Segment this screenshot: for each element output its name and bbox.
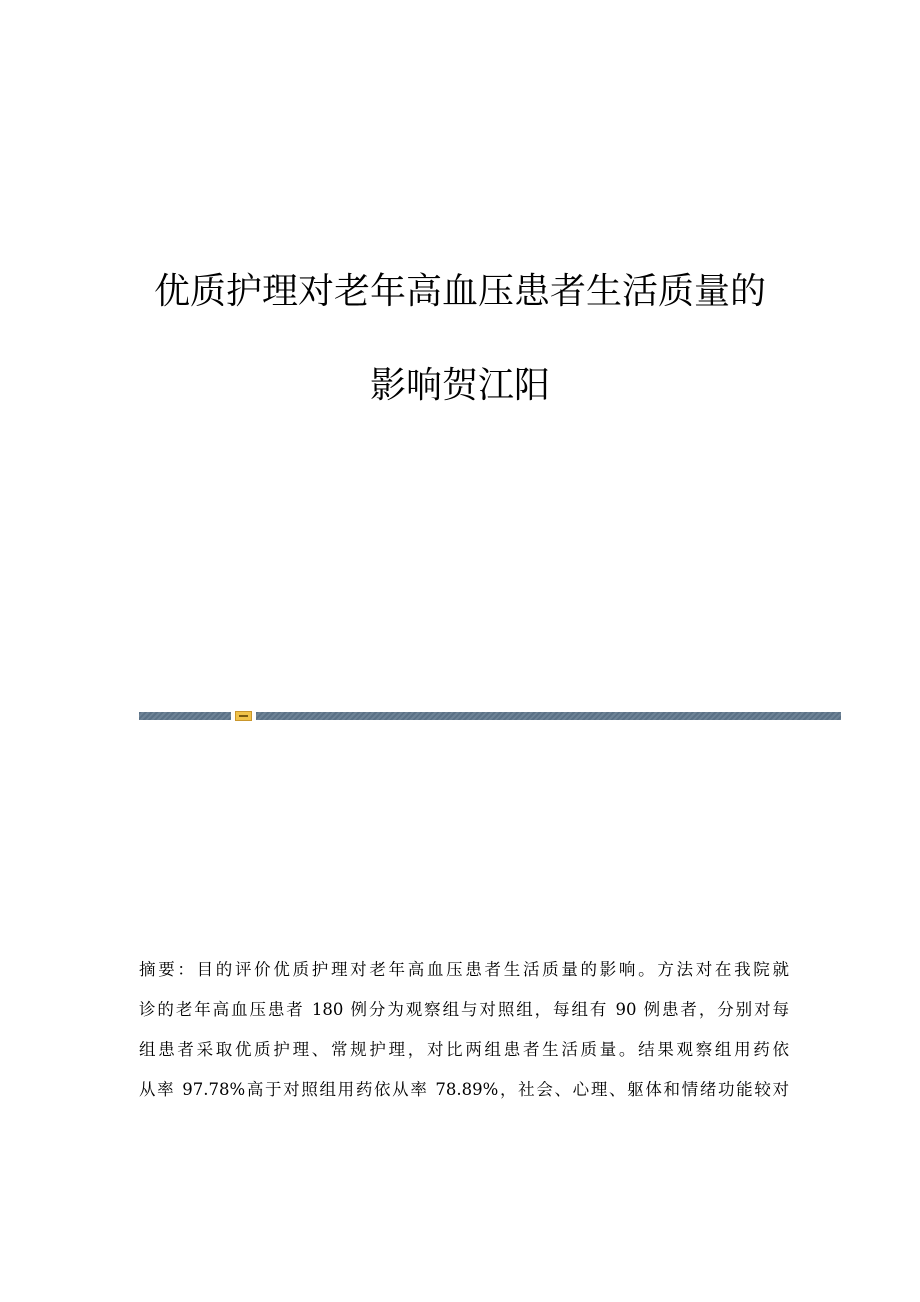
abstract-line: 从率 97.78%高于对照组用药依从率 78.89%，社会、心理、躯体和情绪功能较对 [139, 1080, 789, 1099]
abstract-line: 诊的老年高血压患者 180 例分为观察组与对照组，每组有 90 例患者，分别对每 [139, 1000, 789, 1019]
divider-emblem-icon [235, 711, 252, 721]
divider-bar-right [256, 712, 841, 720]
abstract-paragraph [139, 950, 789, 1110]
divider-bar-left [139, 712, 231, 720]
document-title-line-2: 影响贺江阳 [369, 365, 550, 406]
abstract-line: 组患者采取优质护理、常规护理，对比两组患者生活质量。结果观察组用药依 [139, 1040, 789, 1059]
abstract-line: 摘要：目的评价优质护理对老年高血压患者生活质量的影响。方法对在我院就 [139, 960, 789, 979]
section-divider [139, 711, 841, 721]
document-title-line-1: 优质护理对老年高血压患者生活质量的 [153, 271, 766, 312]
